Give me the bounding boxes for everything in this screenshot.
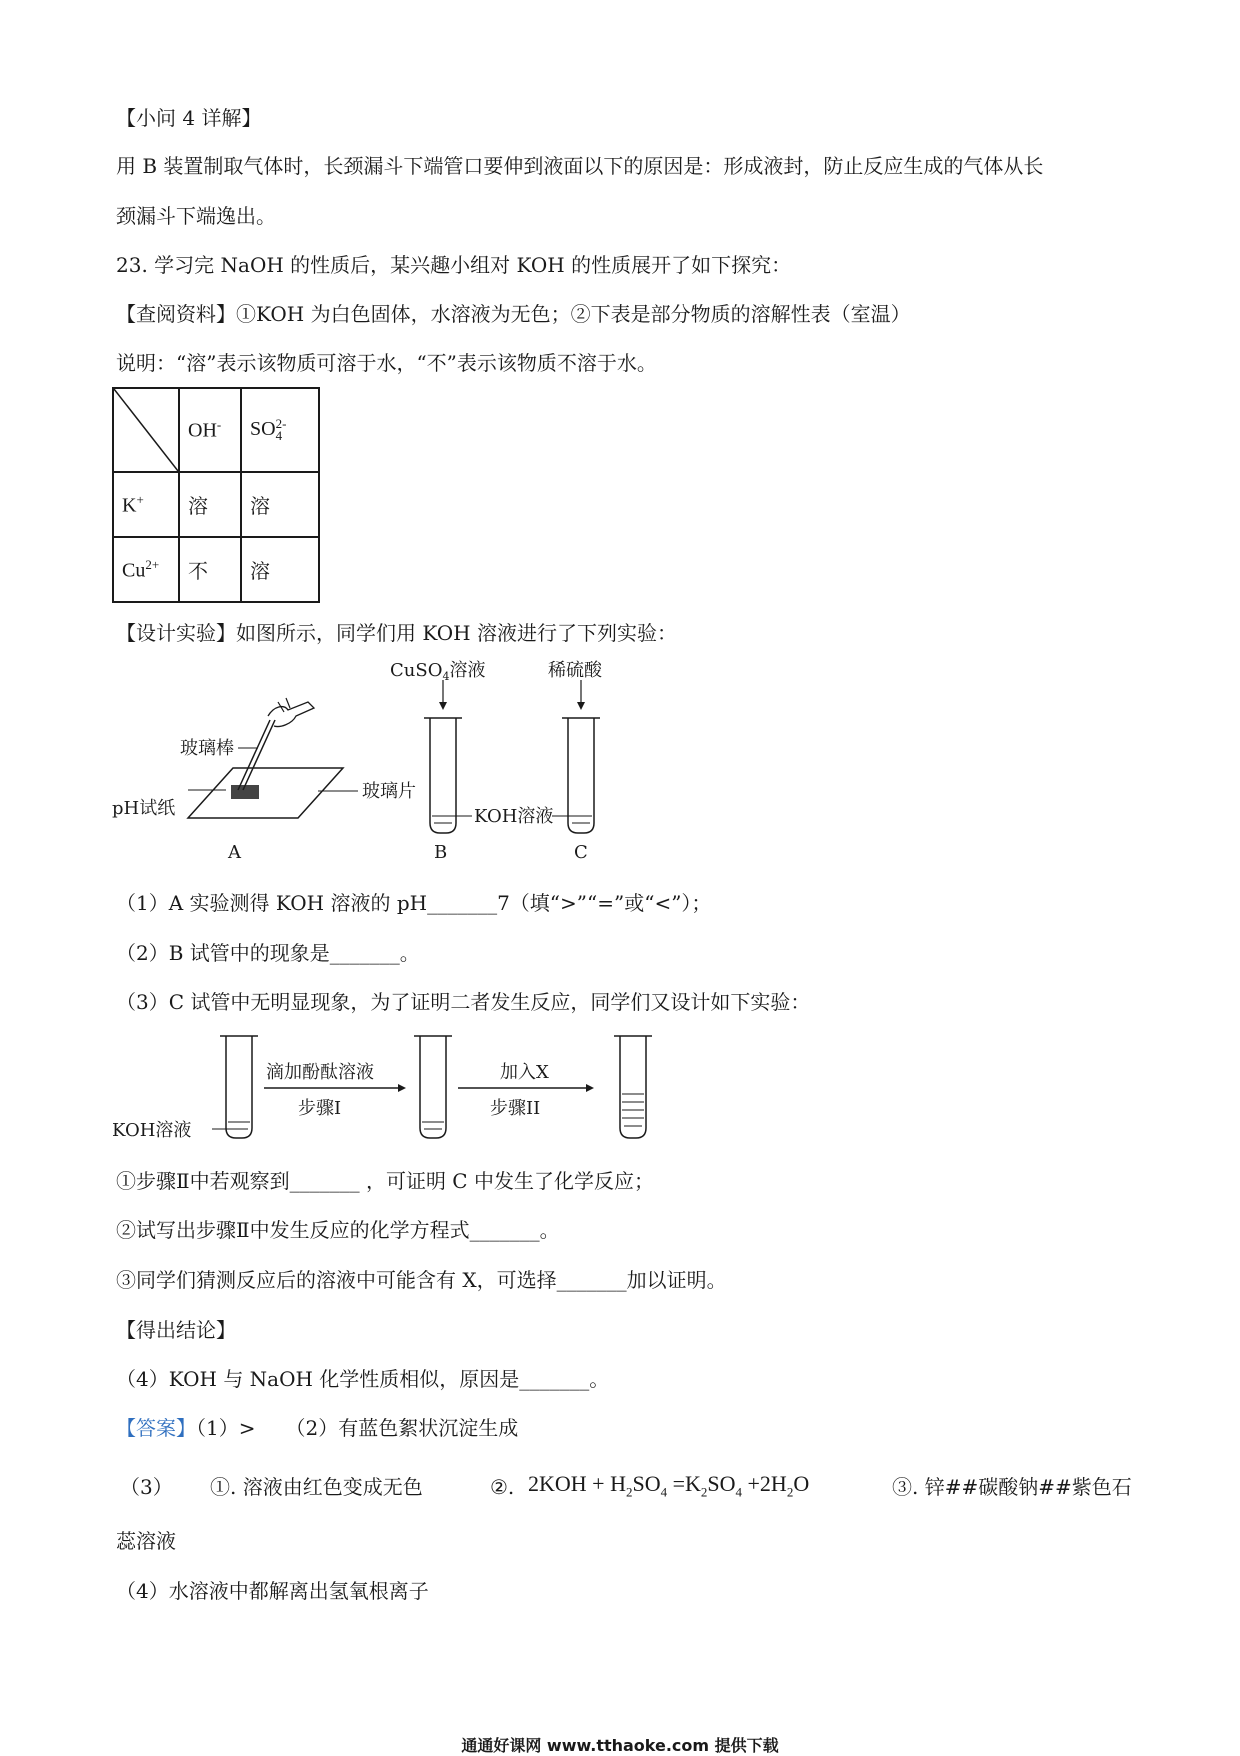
design-experiment: 【设计实验】如图所示，同学们用 KOH 溶液进行了下列实验： [116, 621, 677, 645]
label-step1-bottom: 步骤I [298, 1098, 342, 1119]
reference-material: 【查阅资料】①KOH 为白色固体，水溶液为无色；②下表是部分物质的溶解性表（室温） [116, 302, 911, 326]
experiment-figure-abc [108, 658, 648, 873]
table-cell: 溶 [179, 472, 241, 537]
label-step2-top: 加入X [500, 1062, 549, 1083]
label-acid: 稀硫酸 [548, 660, 602, 681]
label-ph-paper: pH试纸 [112, 798, 176, 819]
solubility-table [112, 387, 320, 603]
label-glass-plate: 玻璃片 [362, 781, 416, 802]
subquestion-2: ②试写出步骤Ⅱ中发生反应的化学方程式_______。 [116, 1218, 560, 1242]
table-cell: 溶 [241, 537, 319, 602]
answer-3-prefix: （3） [120, 1475, 173, 1499]
label-step2-bottom: 步骤II [490, 1098, 541, 1119]
question-23-intro: 23. 学习完 NaOH 的性质后，某兴趣小组对 KOH 的性质展开了如下探究： [116, 253, 792, 277]
explanation-text-cont: 颈漏斗下端逸出。 [116, 204, 276, 228]
label-c: C [574, 842, 588, 863]
tube-step2 [620, 1036, 646, 1138]
conclusion-heading: 【得出结论】 [116, 1318, 236, 1342]
label-koh-solution-2: KOH溶液 [112, 1120, 192, 1141]
glass-plate [188, 768, 343, 818]
subquestion-1: ①步骤Ⅱ中若观察到_______ ，可证明 C 中发生了化学反应； [116, 1169, 654, 1193]
question-3: （3）C 试管中无明显现象，为了证明二者发生反应，同学们又设计如下实验： [116, 990, 811, 1014]
table-cell: 不 [179, 537, 241, 602]
tube-step1 [420, 1036, 446, 1138]
table-header-oh: OH- [179, 388, 241, 472]
table-corner-cell [113, 388, 179, 472]
question-1: （1）A 实验测得 KOH 溶液的 pH_______7（填“>”“=”或“<”）； [116, 891, 712, 915]
answer-3-part3-cont: 蕊溶液 [116, 1529, 176, 1553]
label-step1-top: 滴加酚酞溶液 [266, 1062, 374, 1083]
question-4: （4）KOH 与 NaOH 化学性质相似，原因是_______。 [116, 1367, 610, 1391]
glass-rod [238, 720, 270, 790]
subquestion-3: ③同学们猜测反应后的溶液中可能含有 X，可选择_______加以证明。 [116, 1268, 727, 1292]
hand-icon [268, 702, 314, 727]
answer-3-part1: ①. 溶液由红色变成无色 [210, 1475, 423, 1499]
answer-line-1 [116, 1414, 518, 1442]
label-b: B [434, 842, 448, 863]
label-cuso4: CuSO$_4$溶液 [390, 660, 486, 683]
explanation-text: 用 B 装置制取气体时，长颈漏斗下端管口要伸到液面以下的原因是：形成液封，防止反应生成的气体从长 [116, 154, 1044, 178]
table-header-so4: SO 2- 4 [241, 388, 319, 472]
table-cell: 溶 [241, 472, 319, 537]
label-glass-rod: 玻璃棒 [180, 738, 234, 759]
answer-4: （4）水溶液中都解离出氢氧根离子 [116, 1579, 429, 1603]
footer-source: 通通好课网 www.tthaoke.com 提供下载 [461, 1736, 779, 1755]
label-a: A [228, 842, 241, 863]
table-row-k: K+ [113, 472, 179, 537]
answer-label: 【答案】 [116, 1416, 196, 1440]
question-2: （2）B 试管中的现象是_______。 [116, 941, 420, 965]
answer-3-part3: ③. 锌##碳酸钠##紫色石 [892, 1475, 1132, 1499]
label-koh-solution: KOH溶液 [474, 806, 554, 827]
section-heading-q4: 【小问 4 详解】 [116, 106, 262, 130]
answer-3-part2-label: ②. [490, 1475, 515, 1499]
tube-koh [226, 1036, 252, 1138]
diagonal-line [114, 389, 178, 471]
chemical-equation: $2KOH + H_2SO_4 =K_2SO_4 +2H_2O$ [528, 1471, 810, 1500]
table-note: 说明：“溶”表示该物质可溶于水，“不”表示该物质不溶于水。 [116, 351, 657, 375]
experiment-figure-steps [108, 1022, 668, 1152]
table-row-cu: $Cu^{2+}$ [113, 537, 179, 602]
answer-1-2: （1）> （2）有蓝色絮状沉淀生成 [196, 1416, 519, 1440]
